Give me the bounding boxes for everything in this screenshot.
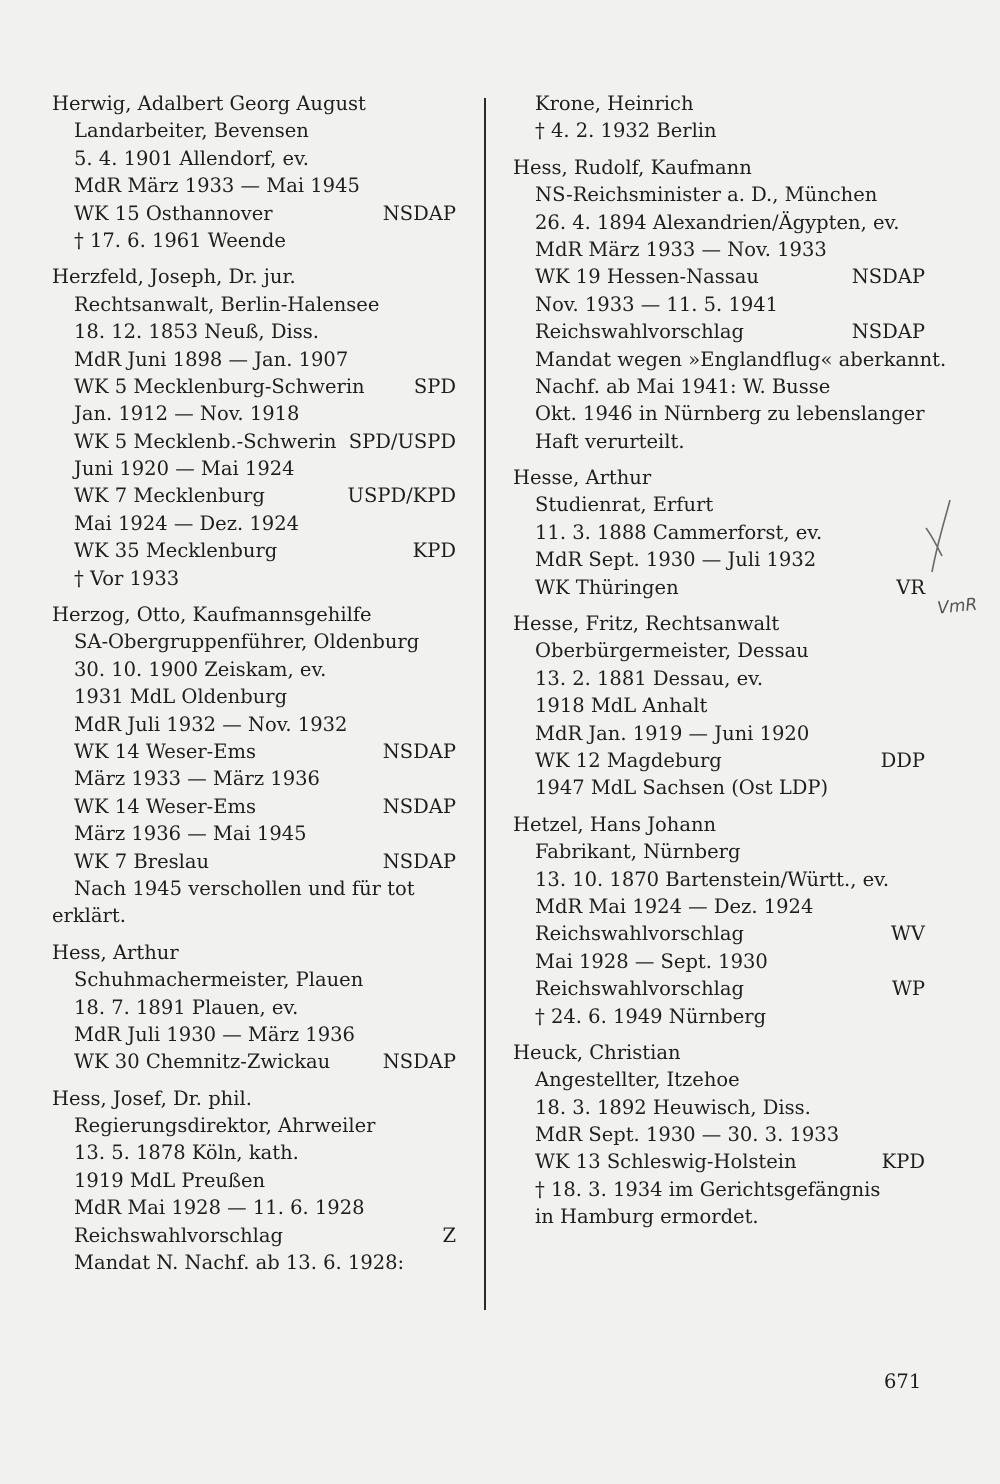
line-text: März 1936 — Mai 1945 xyxy=(74,822,307,846)
entry-line xyxy=(513,291,925,318)
line-text: MdR Sept. 1930 — 30. 3. 1933 xyxy=(535,1123,840,1147)
line-text: NS-Reichsminister a. D., München xyxy=(535,183,878,207)
party-label: NSDAP xyxy=(382,849,456,873)
entry-line xyxy=(513,1203,925,1230)
entry-heading xyxy=(52,263,456,290)
entry-line xyxy=(513,428,925,455)
line-text: Okt. 1946 in Nürnberg zu lebenslanger xyxy=(535,402,925,426)
entry-line xyxy=(52,1021,456,1048)
line-text: † 18. 3. 1934 im Gerichtsgefängnis xyxy=(535,1177,881,1201)
line-text: Krone, Heinrich xyxy=(535,92,694,115)
entry-line xyxy=(513,665,925,692)
line-text: Nach 1945 verschollen und für tot xyxy=(74,876,415,900)
line-text: Hess, Arthur xyxy=(52,940,179,964)
entry-line xyxy=(52,875,456,902)
line-text: WK 19 Hessen-Nassau xyxy=(535,265,759,289)
line-text: 30. 10. 1900 Zeiskam, ev. xyxy=(74,657,327,681)
entry xyxy=(52,90,456,254)
entry-heading xyxy=(513,154,925,181)
party-label: NSDAP xyxy=(382,201,456,225)
line-text: 13. 10. 1870 Bartenstein/Württ., ev. xyxy=(535,867,890,891)
entry-line xyxy=(52,1139,456,1166)
entry-line xyxy=(52,318,456,345)
line-text: WK 14 Weser-Ems xyxy=(74,739,257,763)
party-label: NSDAP xyxy=(851,265,925,289)
line-text: Angestellter, Itzehoe xyxy=(535,1068,740,1092)
line-text: Herzfeld, Joseph, Dr. jur. xyxy=(52,265,296,289)
party-label: WP xyxy=(891,977,925,1001)
entry-heading xyxy=(513,1039,925,1066)
entry-line xyxy=(513,400,925,427)
line-text: MdR Juli 1930 — März 1936 xyxy=(74,1022,355,1046)
line-text: 1931 MdL Oldenburg xyxy=(74,685,288,709)
entry-line xyxy=(52,738,456,765)
entry-line xyxy=(513,637,925,664)
line-text: WK 5 Mecklenburg-Schwerin xyxy=(74,374,365,398)
entry-line xyxy=(513,546,925,573)
entry-line xyxy=(513,948,925,975)
entry-line xyxy=(52,628,456,655)
entry xyxy=(52,1085,456,1277)
line-text: erklärt. xyxy=(52,904,126,928)
line-text: März 1933 — März 1936 xyxy=(74,767,320,791)
line-text: MdR Juni 1898 — Jan. 1907 xyxy=(74,347,349,371)
party-label: VR xyxy=(896,575,925,599)
line-text: Hesse, Fritz, Rechtsanwalt xyxy=(513,612,780,636)
line-text: Hess, Rudolf, Kaufmann xyxy=(513,155,752,179)
entry xyxy=(513,464,925,601)
entry-line xyxy=(52,510,456,537)
entry-line xyxy=(513,692,925,719)
line-text: 26. 4. 1894 Alexandrien/Ägypten, ev. xyxy=(535,210,900,234)
entry-heading xyxy=(52,939,456,966)
entry-line xyxy=(513,747,925,774)
line-text: MdR Sept. 1930 — Juli 1932 xyxy=(535,548,817,572)
line-text: 11. 3. 1888 Cammerforst, ev. xyxy=(535,520,823,544)
line-text: Reichswahlvorschlag xyxy=(535,320,744,344)
page-number: 671 xyxy=(884,1370,922,1393)
entry-line xyxy=(52,683,456,710)
entry-line xyxy=(513,1003,925,1030)
line-text: Reichswahlvorschlag xyxy=(535,977,744,1001)
line-text: Studienrat, Erfurt xyxy=(535,493,714,517)
entry-heading xyxy=(52,1085,456,1112)
line-text: MdR März 1933 — Nov. 1933 xyxy=(535,237,827,261)
line-text: Jan. 1912 — Nov. 1918 xyxy=(74,402,300,426)
line-text: Hesse, Arthur xyxy=(513,466,652,490)
line-text: WK 12 Magdeburg xyxy=(535,748,722,772)
party-label: SPD/USPD xyxy=(348,429,456,453)
entry-line xyxy=(513,1066,925,1093)
entry-line xyxy=(513,774,925,801)
entry-line xyxy=(52,565,456,592)
line-text: 1919 MdL Preußen xyxy=(74,1168,266,1192)
entry-line xyxy=(52,482,456,509)
entry-line xyxy=(513,1176,925,1203)
line-text: 18. 12. 1853 Neuß, Diss. xyxy=(74,320,319,344)
entry-line xyxy=(52,1194,456,1221)
entry-line xyxy=(52,145,456,172)
column-divider xyxy=(484,98,486,1310)
line-text: MdR März 1933 — Mai 1945 xyxy=(74,174,360,198)
line-text: 18. 3. 1892 Heuwisch, Diss. xyxy=(535,1095,811,1119)
entry xyxy=(513,610,925,802)
entry-line xyxy=(52,291,456,318)
entry-heading xyxy=(513,610,925,637)
entry xyxy=(513,811,925,1030)
entry-line xyxy=(52,966,456,993)
line-text: MdR Mai 1928 — 11. 6. 1928 xyxy=(74,1196,365,1220)
entry-line xyxy=(52,1167,456,1194)
line-text: Landarbeiter, Bevensen xyxy=(74,119,309,143)
handwritten-margin-note: VmR xyxy=(936,594,979,619)
entry-line xyxy=(513,975,925,1002)
line-text: MdR Jan. 1919 — Juni 1920 xyxy=(535,721,810,745)
handwritten-cross-mark xyxy=(922,496,962,576)
line-text: Regierungsdirektor, Ahrweiler xyxy=(74,1114,376,1138)
line-text: Heuck, Christian xyxy=(513,1040,681,1064)
entry-line xyxy=(513,117,925,144)
line-text: Nachf. ab Mai 1941: W. Busse xyxy=(535,374,831,398)
entry-line xyxy=(52,200,456,227)
entry-heading xyxy=(513,464,925,491)
party-label: Z xyxy=(442,1223,456,1247)
entry-line xyxy=(52,400,456,427)
entry-line xyxy=(52,1048,456,1075)
line-text: Schuhmachermeister, Plauen xyxy=(74,968,364,992)
line-text: Mandat wegen »Englandflug« aberkannt. xyxy=(535,347,947,371)
entry-heading xyxy=(52,601,456,628)
party-label: KPD xyxy=(881,1150,925,1174)
entry-heading xyxy=(52,90,456,117)
entry xyxy=(52,601,456,930)
entry-line xyxy=(52,227,456,254)
entry-line xyxy=(52,656,456,683)
entry-heading xyxy=(513,811,925,838)
right-column xyxy=(513,90,947,1240)
line-text: Rechtsanwalt, Berlin-Halensee xyxy=(74,292,380,316)
entry-line xyxy=(52,1112,456,1139)
line-text: WK 7 Breslau xyxy=(74,849,210,873)
line-text: Reichswahlvorschlag xyxy=(74,1223,283,1247)
line-text: 5. 4. 1901 Allendorf, ev. xyxy=(74,146,309,170)
party-label: KPD xyxy=(412,539,456,563)
party-label: NSDAP xyxy=(851,320,925,344)
entry-line xyxy=(513,920,925,947)
line-text: 18. 7. 1891 Plauen, ev. xyxy=(74,995,299,1019)
entry-line xyxy=(52,793,456,820)
entry-line xyxy=(52,455,456,482)
line-text: Mandat N. Nachf. ab 13. 6. 1928: xyxy=(74,1251,405,1275)
line-text: Fabrikant, Nürnberg xyxy=(535,840,741,864)
line-text: Reichswahlvorschlag xyxy=(535,922,744,946)
entry-line xyxy=(513,893,925,920)
entry-line xyxy=(513,1094,925,1121)
line-text: Herwig, Adalbert Georg August xyxy=(52,92,366,115)
line-text: Juni 1920 — Mai 1924 xyxy=(74,457,295,481)
line-text: † 17. 6. 1961 Weende xyxy=(74,228,286,252)
entry xyxy=(513,1039,925,1231)
line-text: 13. 5. 1878 Köln, kath. xyxy=(74,1141,299,1165)
line-text: WK 30 Chemnitz-Zwickau xyxy=(74,1050,331,1074)
entry-heading xyxy=(513,90,925,117)
party-label: USPD/KPD xyxy=(347,484,456,508)
entry-line xyxy=(513,373,925,400)
party-label: NSDAP xyxy=(382,1050,456,1074)
entry-line xyxy=(52,346,456,373)
line-text: WK Thüringen xyxy=(535,575,679,599)
line-text: 1918 MdL Anhalt xyxy=(535,694,708,718)
line-text: SA-Obergruppenführer, Oldenburg xyxy=(74,630,420,654)
entry-line xyxy=(52,820,456,847)
entry-line xyxy=(513,181,925,208)
line-text: MdR Mai 1924 — Dez. 1924 xyxy=(535,894,814,918)
line-text: WK 7 Mecklenburg xyxy=(74,484,265,508)
entry xyxy=(513,90,925,145)
entry-line xyxy=(52,1222,456,1249)
line-text: WK 13 Schleswig-Holstein xyxy=(535,1150,797,1174)
party-label: NSDAP xyxy=(382,794,456,818)
line-text: in Hamburg ermordet. xyxy=(535,1205,759,1229)
line-text: 13. 2. 1881 Dessau, ev. xyxy=(535,666,764,690)
entry-line xyxy=(52,172,456,199)
line-text: MdR Juli 1932 — Nov. 1932 xyxy=(74,712,348,736)
entry-line xyxy=(513,720,925,747)
line-text: WK 5 Mecklenb.-Schwerin xyxy=(74,429,337,453)
entry-line xyxy=(513,1121,925,1148)
entry-line xyxy=(513,263,925,290)
entry-line xyxy=(52,711,456,738)
entry-line xyxy=(52,1249,456,1276)
line-text: Hess, Josef, Dr. phil. xyxy=(52,1086,252,1110)
line-text: Herzog, Otto, Kaufmannsgehilfe xyxy=(52,603,372,627)
entry-line xyxy=(513,1148,925,1175)
entry-line xyxy=(52,117,456,144)
entry-line xyxy=(52,373,456,400)
line-text: Haft verurteilt. xyxy=(535,429,685,453)
party-label: NSDAP xyxy=(382,739,456,763)
left-column xyxy=(52,90,456,1285)
entry-line xyxy=(52,428,456,455)
entry xyxy=(513,154,947,455)
line-text: Mai 1924 — Dez. 1924 xyxy=(74,511,300,535)
party-label: DDP xyxy=(880,748,925,772)
entry-line xyxy=(513,866,925,893)
line-text: Mai 1928 — Sept. 1930 xyxy=(535,949,768,973)
line-text: WK 15 Osthannover xyxy=(74,201,273,225)
party-label: WV xyxy=(890,922,925,946)
line-text: † 4. 2. 1932 Berlin xyxy=(535,119,717,143)
entry-line xyxy=(513,574,925,601)
entry-line xyxy=(513,236,925,263)
line-text: † Vor 1933 xyxy=(74,566,180,590)
line-text: WK 14 Weser-Ems xyxy=(74,794,257,818)
line-text: Nov. 1933 — 11. 5. 1941 xyxy=(535,292,779,316)
line-text: † 24. 6. 1949 Nürnberg xyxy=(535,1004,767,1028)
entry-line xyxy=(52,902,456,929)
entry-line xyxy=(52,765,456,792)
entry-line xyxy=(513,519,925,546)
line-text: Hetzel, Hans Johann xyxy=(513,812,717,836)
line-text: WK 35 Mecklenburg xyxy=(74,539,278,563)
line-text: 1947 MdL Sachsen (Ost LDP) xyxy=(535,776,829,800)
entry xyxy=(52,263,456,592)
entry-line xyxy=(513,491,925,518)
entry-line xyxy=(513,838,925,865)
entry-line xyxy=(52,994,456,1021)
line-text: Oberbürgermeister, Dessau xyxy=(535,639,809,663)
entry-line xyxy=(513,318,925,345)
entry-line xyxy=(513,346,947,373)
entry-line xyxy=(513,209,925,236)
entry-line xyxy=(52,537,456,564)
party-label: SPD xyxy=(413,374,456,398)
entry xyxy=(52,939,456,1076)
entry-line xyxy=(52,848,456,875)
